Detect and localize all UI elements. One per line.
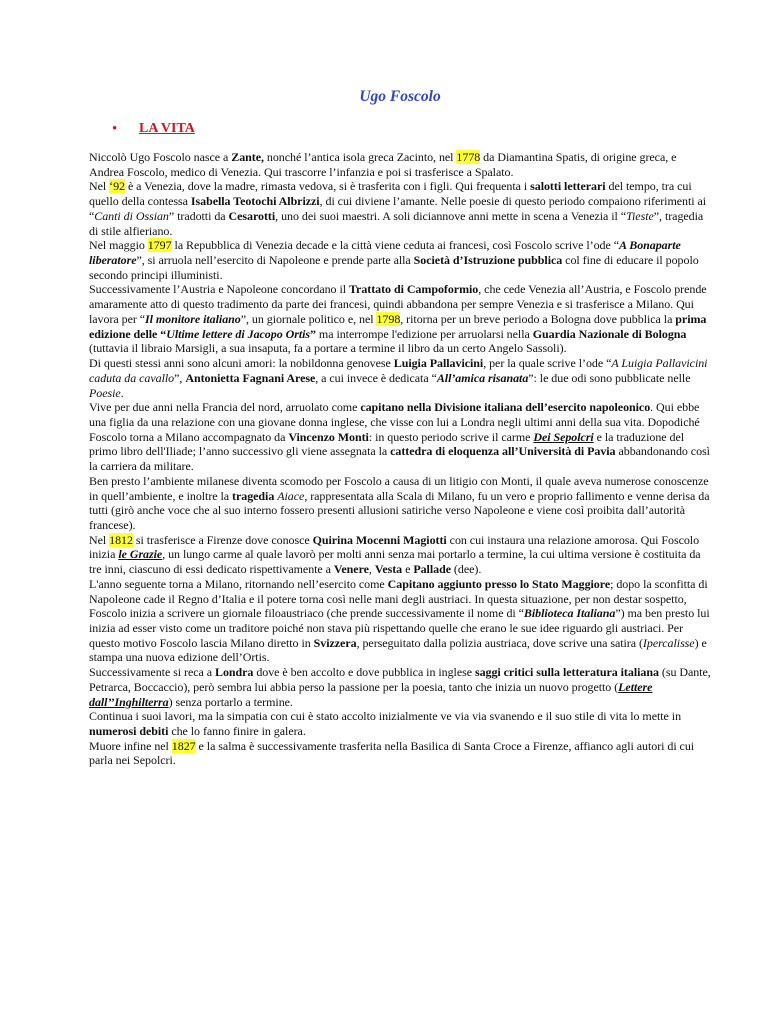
text-run: Nel — [89, 179, 110, 194]
text-run: Vive per due anni nella Francia del nord, arruolato come — [89, 400, 361, 415]
text-run: Londra — [214, 665, 254, 680]
text-run: cattedra di eloquenza all’Università di Pavia — [390, 444, 616, 459]
highlighted-date: 1798 — [376, 311, 401, 326]
text-run: All’amica risanata — [436, 370, 529, 385]
text-run: Continua i suoi lavori, ma la simpatia con cui è stato accolto inizialmente ve via via svanendo e il suo stile di vita lo mette in — [89, 709, 682, 724]
section-title: LA VITA — [139, 121, 195, 136]
text-run: Capitano aggiunto presso lo Stato Maggiore — [387, 576, 611, 591]
text-run: ” tradotti da — [168, 208, 229, 223]
text-run: Nel — [89, 532, 110, 547]
text-run: e la salma è successivamente trasferita nella Basilica di Santa Croce a Firenze, affianco agli autori di cui parla nei Sepolcri. — [89, 738, 695, 768]
highlighted-date: ‘92 — [109, 179, 125, 194]
bullet-icon: • — [112, 121, 118, 137]
text-run: Antonietta Fagnani Arese — [185, 370, 316, 385]
text-run: , rappresentata alla Scala di Milano, fu un vero e proprio fallimento e venne derisa da tutti (girò anche voce che al suo interno fossero presenti allusioni satiriche verso Napoleone e viene così proibita dall’autorità francese). — [89, 488, 710, 532]
text-run: Cesarotti — [228, 208, 276, 223]
text-run: , a cui invece è dedicata “ — [315, 370, 437, 385]
paragraph — [89, 533, 711, 577]
text-run: è a Venezia, dove la madre, rimasta vedova, si è trasferita con i figli. Qui frequenta i — [125, 179, 531, 194]
paragraph — [89, 150, 711, 179]
text-run: Vesta — [374, 562, 403, 577]
text-run: saggi critici sulla letteratura italiana — [474, 665, 659, 680]
text-run: Di questi stessi anni sono alcuni amori: la nobildonna genovese — [89, 356, 394, 371]
section-heading — [112, 118, 711, 140]
text-run: Quirina Mocenni Magiotti — [312, 532, 447, 547]
text-run: Venere — [333, 562, 369, 577]
text-run: , che cede Venezia all’Austria, e Foscolo prende amaramente atto di questo tradimento da parte dei francesi, quindi abbandona per sempre Venezia e si trasferisce a Milano. Qui lavora per “ — [89, 282, 707, 326]
paragraph — [89, 282, 711, 356]
text-run: Ipercalisse — [642, 635, 695, 650]
text-run: , perseguitato dalla polizia austriaca, dove scrive una satira ( — [356, 635, 643, 650]
text-run: Nel maggio — [89, 238, 148, 253]
highlighted-date: 1827 — [171, 738, 196, 753]
text-run: Aiace — [277, 488, 305, 503]
text-run: A Bonaparte liberatore — [89, 238, 681, 268]
page-title: Ugo Foscolo — [359, 88, 441, 105]
text-run: : in questo periodo scrive il carme — [368, 429, 534, 444]
paragraph — [89, 577, 711, 665]
paragraph — [89, 739, 711, 768]
paragraph — [89, 665, 711, 709]
text-run: ) senza portarlo a termine. — [168, 694, 293, 709]
text-run: nonché l’antica isola greca Zacinto, nel — [263, 150, 457, 164]
text-run: da Diamantina Spatis, di origine greca, e Andrea Foscolo, medico di Venezia. Qui trascorre l’infanzia e poi si trasferisce a Spalato. — [89, 150, 677, 179]
text-run: ”, — [174, 370, 186, 385]
text-run: Niccolò Ugo Foscolo nasce a — [89, 150, 232, 164]
text-run: le Grazie — [118, 547, 163, 562]
text-run: Ultime lettere di Jacopo Ortis — [166, 326, 311, 341]
text-run: (tuttavia il libraio Marsigli, a sua insaputa, fa a portare a termine il libro da un certo Angelo Sassoli). — [89, 341, 567, 356]
text-run: ”, un giornale politico e, nel — [240, 311, 377, 326]
text-run: ”, tragedia di stile alfieriano. — [89, 208, 704, 238]
text-run: Lettere dall’’Inghilterra — [89, 679, 653, 709]
highlighted-date: 1812 — [109, 532, 133, 547]
text-run: Muore infine nel — [89, 738, 172, 753]
text-run: Poesie — [89, 385, 121, 400]
text-run: Biblioteca Italiana — [523, 606, 616, 621]
text-run: Vincenzo Monti — [288, 429, 369, 444]
text-run: Guardia Nazionale di Bologna — [532, 326, 687, 341]
text-run: ” — [310, 326, 316, 341]
text-run: la Repubblica di Venezia decade e la città viene ceduta ai francesi, così Foscolo scrive l’ode “ — [171, 238, 619, 253]
text-run: Il monitore italiano — [145, 311, 241, 326]
highlighted-date: 1778 — [456, 150, 481, 164]
text-run: capitano nella Divisione italiana dell’esercito napoleonico — [360, 400, 651, 415]
text-run: , un lungo carme al quale lavorò per molti anni senza mai portarlo a termine, la cui ultima versione è costituita da tre inni, ciascuno di essi dedicato rispettivamente a — [89, 547, 701, 577]
text-run: numerosi debiti — [89, 724, 169, 739]
text-run: tragedia — [232, 488, 278, 503]
text-run: Canti di Ossian — [94, 208, 169, 223]
text-run: e — [402, 562, 414, 577]
paragraph — [89, 400, 711, 474]
text-run: Luigia Pallavicini — [393, 356, 484, 371]
paragraph — [89, 474, 711, 533]
text-run: Zante, — [231, 150, 264, 164]
text-run: L'anno seguente torna a Milano, ritornando nell’esercito come — [89, 576, 388, 591]
text-run: ”, si arruola nell’esercito di Napoleone e prende parte alla — [136, 253, 414, 268]
text-run: Dei Sepolcri — [533, 429, 594, 444]
paragraph — [89, 238, 711, 282]
text-run: Ben presto l’ambiente milanese diventa scomodo per Foscolo a causa di un litigio con Monti, il quale aveva numerose conoscenze in quell’ambiente, e inoltre la — [89, 473, 709, 503]
text-run: ma interrompe l'edizione per arruolarsi nella — [315, 326, 533, 341]
highlighted-date: 1797 — [147, 238, 172, 253]
text-run: A Luigia Pallavicini caduta da cavallo — [89, 356, 708, 385]
text-run: ”: le due odi sono pubblicate nelle — [528, 370, 691, 385]
text-run: (dee). — [450, 562, 482, 577]
text-run: , uno dei suoi maestri. A soli diciannove anni mette in scena a Venezia il “ — [275, 208, 627, 223]
text-run: con cui instaura una relazione amorosa. Qui Foscolo inizia — [89, 532, 700, 562]
paragraph — [89, 179, 711, 238]
text-run: , ritorna per un breve periodo a Bologna dove pubblica la — [400, 311, 676, 326]
text-run: , — [368, 562, 375, 577]
document-body — [89, 86, 711, 768]
text-run: Trattato di Campoformio — [348, 282, 479, 297]
biography-text — [89, 150, 711, 768]
paragraph — [89, 356, 711, 400]
text-run: Successivamente si reca a — [89, 665, 215, 680]
paragraph — [89, 709, 711, 738]
text-run: col fine di educare il popolo secondo principi illuministi. — [89, 253, 699, 282]
text-run: Pallade — [413, 562, 451, 577]
text-run: prima edizione delle “ — [89, 311, 707, 341]
text-run: Società d’Istruzione pubblica — [413, 253, 563, 268]
text-run: che lo fanno finire in galera. — [168, 724, 306, 739]
text-run: Isabella Teotochi Albrizzi — [190, 194, 320, 209]
text-run: Svizzera — [313, 635, 357, 650]
text-run: Tieste — [626, 208, 654, 223]
text-run: , per la quale scrive l’ode “ — [483, 356, 612, 371]
text-run: Successivamente l’Austria e Napoleone concordano il — [89, 282, 349, 297]
text-run: salotti letterari — [530, 179, 606, 194]
text-run: si trasferisce a Firenze dove conosce — [132, 532, 313, 547]
text-run: ; dopo la sconfitta di Napoleone cade il Regno d’Italia e il potere torna così nelle mani degli austriaci. In questa situazione, per non destar sospetto, Foscolo inizia a scrivere un giornale filoaustriaco (che prende successivamente il nome di “ — [89, 576, 708, 621]
text-run: . Qui ebbe una figlia da una relazione con una giovane donna inglese, che visse con lui a Londra negli ultimi anni della sua vita. Dopodiché Foscolo torna a Milano accompagnato da — [89, 400, 700, 444]
text-run: dove è ben accolto e dove pubblica in inglese — [253, 665, 475, 680]
text-run: , di cui diviene l’amante. Nelle poesie di questo periodo compaiono riferimenti ai “ — [89, 194, 707, 223]
text-run: e la traduzione del primo libro dell'Iliade; l’anno successivo gli viene assegnata la — [89, 429, 685, 459]
text-run: (su Dante, Petrarca, Boccaccio), però sembra lui abbia perso la passione per la poesia, tanto che inizia un nuovo progetto ( — [89, 665, 711, 694]
text-run: ”) ma ben presto lui inizia ad esser visto come un traditore poiché non stava più rispettando quelle che erano le sue idee riguardo gli austriaci. Per questo motivo Foscolo lascia Milano diretto in — [89, 606, 710, 650]
text-run: abbandonando così la carriera da militare. — [89, 444, 710, 474]
text-run: ) e stampa una nuova edizione dell’Ortis. — [89, 635, 707, 665]
text-run: del tempo, tra cui quello della contessa — [89, 179, 692, 209]
text-run: . — [120, 385, 124, 400]
